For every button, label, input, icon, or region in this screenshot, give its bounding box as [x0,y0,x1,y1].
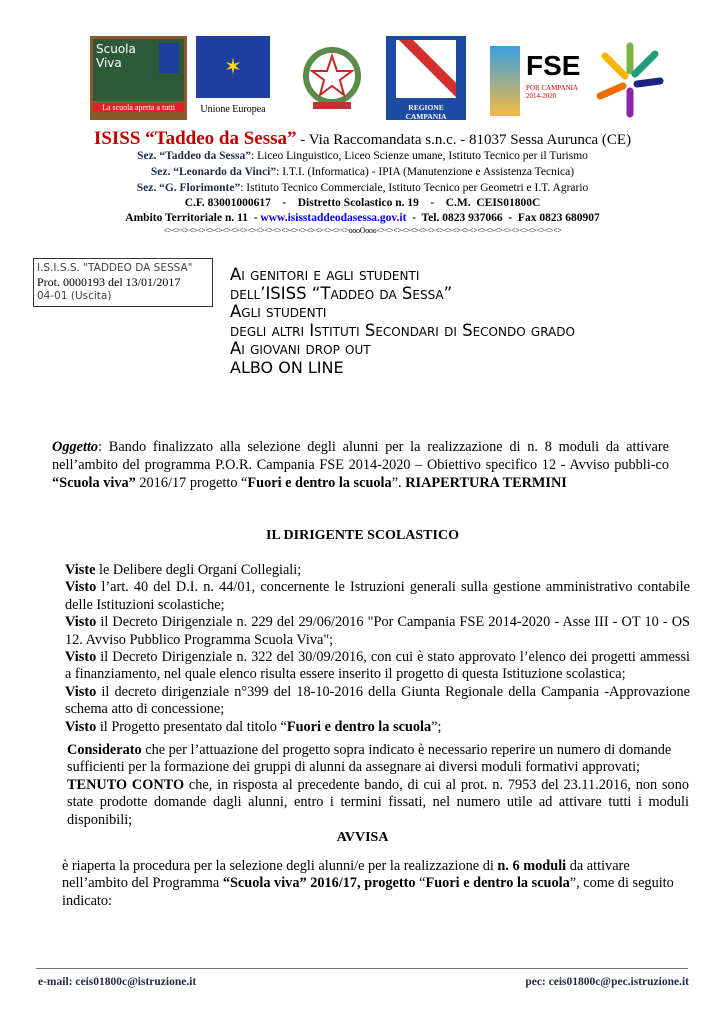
premise-paragraph [65,684,690,719]
separator: <><><><><><><><><><><><><><><><><><><><><><>oooOooo<><><><><><><><><><><><><><><><><><><><><><> [163,226,562,235]
italian-republic-emblem [297,36,367,120]
fse-logo: FSE POR CAMPANIA 2014-2020 [490,36,590,120]
protocol-stamp: I.S.I.S.S. "TADDEO DA SESSA" Prot. 0000193 del 13/01/2017 04-01 (Uscita) [33,258,213,307]
bold-text: “Scuola viva” [52,475,136,491]
bold-text: Visto [65,649,97,666]
footer-email: e-mail: ceis01800c@istruzione.it [38,976,197,988]
text-segment: il Progetto presentato dal titolo “ [96,718,287,735]
footer-divider [36,968,688,969]
bold-text: Fuori e dentro la scuola [286,718,432,735]
bold-text: n. 6 moduli [497,858,567,874]
premises [65,562,690,736]
bold-text: RIAPERTURA TERMINI [405,475,567,491]
section-line: Sez. “Taddeo da Sessa”: Liceo Linguistico, Liceo Scienze umane, Istituto Tecnico per il Turismo [137,150,588,162]
text-segment: è riaperta la procedura per la selezione degli alunni/e per la realizzazione di [62,858,498,874]
text-segment: ”, come di seguito indicato: [62,875,674,909]
school-header: ISISS “Taddeo da Sessa” - Via Raccomandata s.n.c. - 81037 Sessa Aurunca (CE) [93,128,632,149]
text-segment: il decreto dirigenziale n°399 del 18-10-2016 della Giunta Regionale della Campania -Approvazione schema atto di concessione; [65,683,690,718]
text-segment: 2016/17 progetto “ [135,475,248,491]
heading-dirigente: IL DIRIGENTE SCOLASTICO [266,528,459,543]
text-segment: che per l’attuazione del progetto sopra indicato è necessario reperire un numero di domande sufficienti per la formazione dei gruppi di alunni da assegnare ai diversi moduli formativi approvati; [67,742,672,776]
footer-pec: pec: ceis01800c@pec.istruzione.it [525,976,689,988]
text-segment: : Bando finalizzato alla selezione degli alunni per la realizzazione di n. 8 moduli da attivare nell’ambito del programma P.O.R. Campania FSE 2014-2020 – Obiettivo specifico 12 - Avviso pubbli-co [52,439,669,473]
section-line: Sez. “Leonardo da Vinci”: I.T.I. (Informatica) - IPIA (Manutenzione e Assistenza Tecnica) [150,166,575,178]
bold-text: Visto [65,579,97,596]
premise-paragraph [65,579,690,614]
text-segment: il Decreto Dirigenziale n. 229 del 29/06/2016 "Por Campania FSE 2014-2020 - Asse III - OT 10 - OS 12. Avviso Pubblico Programma Scuola Viva"; [65,614,690,648]
website-link[interactable]: www.isisstaddeodasessa.gov.it [260,212,407,224]
text-segment: da attivare nell’ambito del Programma [62,858,630,892]
text-segment: l’art. 40 del D.I. n. 44/01, concernente le Istruzioni generali sulla gestione amministrativo contabile delle Istituzioni scolastiche; [65,579,690,613]
bold-text: Fuori e dentro la scuola [247,475,392,491]
eu-flag-logo: ✶ Unione Europea [196,36,270,120]
bold-text: “Scuola viva” 2016/17, progetto [222,875,416,892]
text-segment: il Decreto Dirigenziale n. 322 del 30/09/2016, con cui è stato approvato l’elenco dei progetti ammessi a finanziamento, nel quale elenco risulta essere inserito il progetto di questa Istituzione scolastica; [65,649,690,683]
people-circle-logo [585,36,670,120]
considerato-paragraph [67,742,687,777]
text-segment: ”. [391,475,406,491]
bold-text: Visto [65,718,97,735]
bold-text: TENUTO CONTO [67,777,185,793]
bold-text: Fuori e dentro la scuola [425,875,570,892]
text-segment: “ [415,875,426,892]
bold-text: Viste [65,562,96,578]
bold-text: Visto [65,614,97,631]
text-segment: ”; [431,718,442,735]
premise-paragraph [65,562,690,579]
scuola-viva-logo: Scuola Viva La scuola aperta a tutti [90,36,187,120]
tenuto-conto-paragraph [67,777,689,829]
premise-paragraph [65,719,690,736]
premise-paragraph [65,614,690,649]
regione-campania-logo: REGIONE CAMPANIA [386,36,466,120]
addressees: Ai genitori e agli studenti dell’ISISS “Taddeo da Sessa” Agli studenti degli altri Istituti Secondari di Secondo grado Ai giovani drop out ALBO ON LINE [230,265,575,377]
text-segment: le Delibere degli Organi Collegiali; [95,562,302,578]
premise-paragraph [65,649,690,684]
contacts-line: Ambito Territoriale n. 11 - www.isisstaddeodasessa.gov.it - Tel. 0823 937066 - Fax 0823 680907 [125,212,600,224]
final-paragraph [62,858,682,910]
codes-line: C.F. 83001000617 - Distretto Scolastico n. 19 - C.M. CEIS01800C [184,197,541,209]
bold-text: Visto [65,683,97,700]
section-line: Sez. “G. Florimonte”: Istituto Tecnico Commerciale, Istituto Tecnico per Geometri e I.T. Agrario [136,182,589,194]
avvisa-heading: AVVISA [336,830,389,845]
text-segment: che, in risposta al precedente bando, di cui al prot. n. 7953 del 23.11.2016, non sono state prodotte domande dagli alunni, entro i termini fissati, nel numero utile ad attivare tutti i moduli disponibili; [67,777,689,828]
bold-text: Oggetto [52,439,99,455]
subject-paragraph [52,438,669,492]
bold-text: Considerato [67,742,142,758]
